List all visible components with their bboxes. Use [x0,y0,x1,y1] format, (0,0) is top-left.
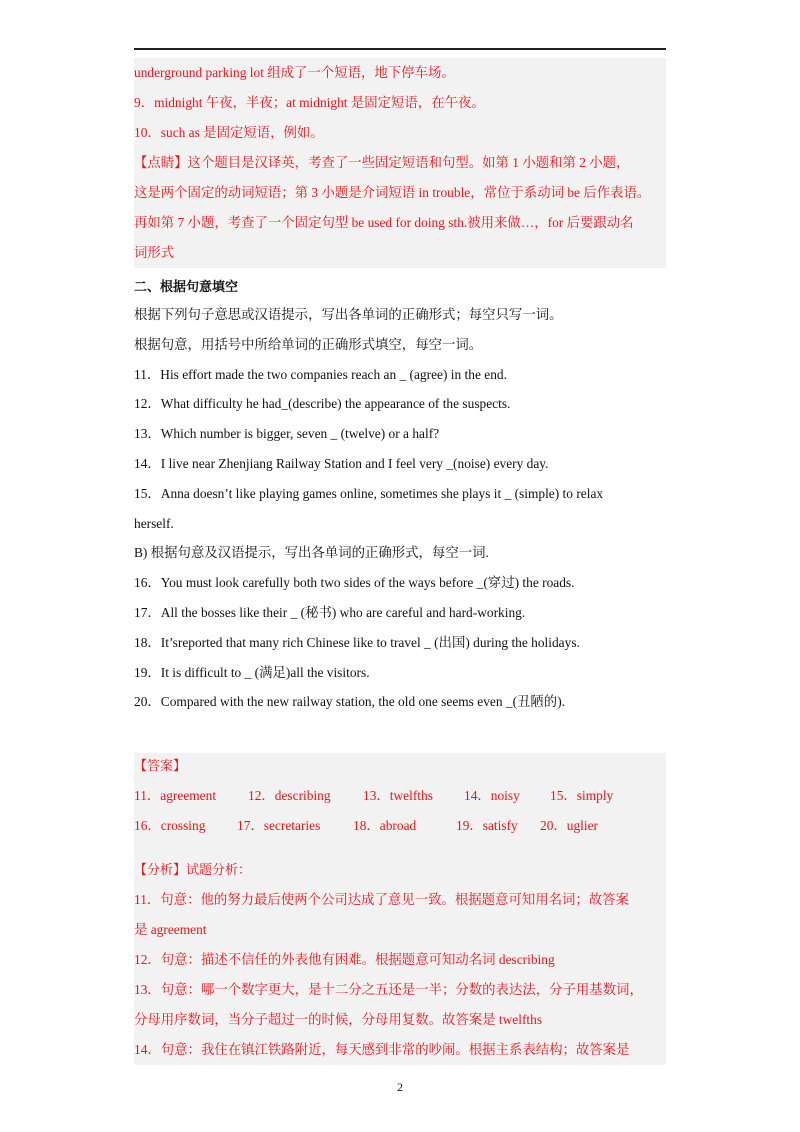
subheading-b: B) 根据句意及汉语提示，写出各单词的正确形式，每空一词. [134,545,489,561]
answer-heading: 【答案】 [134,759,187,775]
page-number: 2 [397,1080,403,1094]
answer-item: 18．abroad [353,818,417,834]
text-line: 再如第 7 小题，考查了一个固定句型 be used for doing sth.被用来做…，for 后要跟动名 [134,215,634,230]
analysis-line: 12．句意：描述不信任的外表他有困难。根据题意可知动名词 describing [134,952,555,968]
text-line: 【点睛】这个题目是汉译英，考查了一些固定短语和句型。如第 1 小题和第 2 小题， [134,155,630,170]
answer-item: 15．simply [550,788,614,804]
answer-row-2 [134,811,666,841]
answer-item: 19．satisfy [456,818,518,834]
answer-item: 14．noisy [464,788,520,804]
question-19: 19．It is difficult to _ (满足)all the visitors. [134,664,370,680]
analysis-line: 是 agreement [134,922,207,938]
answer-block [134,753,666,1065]
section-heading: 二、根据句意填空 [134,280,239,295]
question-15-cont: herself. [134,515,174,531]
instruction: 根据下列句子意思或汉语提示，写出各单词的正确形式；每空只写一词。 [134,307,563,322]
question-14: 14．I live near Zhenjiang Railway Station and I feel very _(noise) every day. [134,455,549,471]
question-18: 18．It’sreported that many rich Chinese like to travel _ (出国) during the holidays. [134,634,580,650]
analysis-line: 分母用序数词，当分子超过一的时候，分母用复数。故答案是 twelfths [134,1012,543,1028]
answer-item: 11．agreement [134,788,217,804]
instruction: 根据句意，用括号中所给单词的正确形式填空，每空一词。 [134,336,483,352]
question-16: 16．You must look carefully both two sides of the ways before _(穿过) the roads. [134,575,575,591]
analysis-line: 14．句意：我住在镇江铁路附近，每天感到非常的吵闹。根据主系表结构；故答案是 [134,1042,630,1058]
text-line: 10．such as 是固定短语，例如。 [134,125,324,140]
analysis-line: 13．句意：哪一个数字更大，是十二分之五还是一半；分数的表达法，分子用基数词， [134,982,643,998]
question-17: 17．All the bosses like their _ (秘书) who are careful and hard-working. [134,604,526,620]
answer-item: 12．describing [248,788,331,804]
answer-item: 17．secretaries [237,818,321,834]
analysis-line: 11．句意：他的努力最后使两个公司达成了意见一致。根据题意可知用名词；故答案 [134,892,629,908]
text-line: 9．midnight 午夜，半夜；at midnight 是固定短语，在午夜。 [134,95,485,110]
answer-item: 20．uglier [540,818,599,834]
text-line: 这是两个固定的动词短语；第 3 小题是介词短语 in trouble，常位于系动词 be 后作表语。 [134,185,651,200]
document-page [134,58,666,1065]
explanation-block [134,58,666,268]
question-15: 15．Anna doesn’t like playing games online, sometimes she plays it _ (simple) to relax [134,485,604,501]
answer-item: 16．crossing [134,818,206,834]
question-11: 11．His effort made the two companies reach an _ (agree) in the end. [134,366,507,382]
text-line: underground parking lot 组成了一个短语，地下停车场。 [134,65,455,80]
analysis-heading: 【分析】试题分析： [134,863,252,879]
question-20: 20．Compared with the new railway station, the old one seems even _(丑陋的). [134,694,566,710]
question-12: 12．What difficulty he had_(describe) the appearance of the suspects. [134,396,511,412]
answer-row-1 [134,781,666,811]
question-13: 13．Which number is bigger, seven _ (twelve) or a half? [134,426,440,442]
header-rule [134,48,666,50]
answer-item: 13．twelfths [363,788,433,804]
text-line: 词形式 [134,245,175,260]
